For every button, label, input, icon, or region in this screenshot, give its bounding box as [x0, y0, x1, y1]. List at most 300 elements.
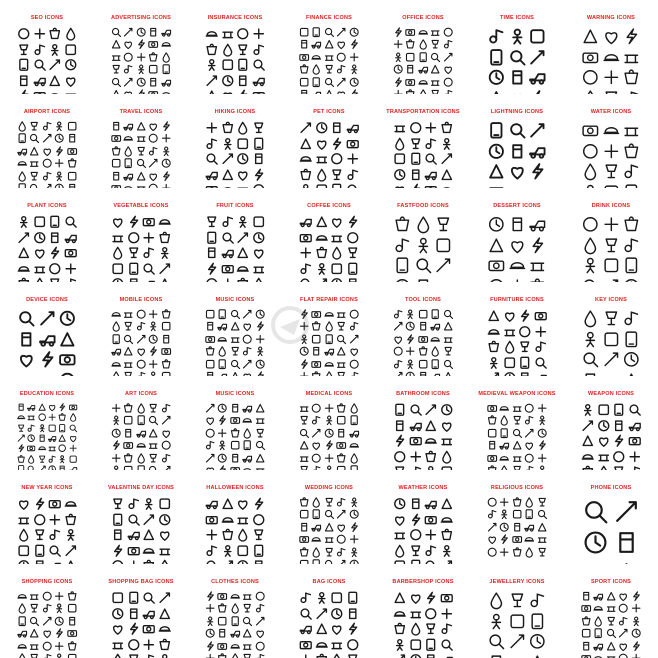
music-note-icon	[229, 333, 241, 345]
device-icon	[37, 329, 58, 350]
ball-icon	[605, 602, 617, 614]
car-icon	[408, 167, 424, 183]
guitar-icon	[241, 452, 253, 464]
airport-icon	[16, 120, 28, 132]
furniture-icon	[517, 308, 533, 324]
icon-grid	[486, 120, 548, 178]
pet-icon	[298, 120, 314, 136]
icon-grid	[392, 402, 454, 460]
medical-icon	[335, 414, 347, 426]
new-year-icon	[16, 496, 32, 512]
wedding-ring-icon	[323, 533, 335, 545]
clothes-icon	[254, 640, 266, 652]
clothes-icon	[241, 652, 253, 658]
icon-grid	[298, 590, 360, 648]
fruit-icon	[220, 230, 236, 246]
clothes-icon	[204, 590, 216, 602]
pumpkin-icon	[235, 543, 251, 559]
clock-icon	[527, 67, 548, 88]
shopping-cart-icon	[28, 640, 40, 652]
dessert-icon	[527, 235, 548, 256]
ball-icon	[592, 627, 604, 639]
sword-icon	[511, 402, 523, 414]
medical-icon	[335, 452, 347, 464]
shopping-cart-icon	[16, 590, 28, 602]
clothes-icon	[229, 615, 241, 627]
office-icon	[417, 76, 429, 88]
religious-icon	[523, 496, 535, 508]
pumpkin-icon	[220, 496, 236, 512]
guitar-icon	[229, 402, 241, 414]
new-year-icon	[16, 543, 32, 559]
clothes-icon	[229, 602, 241, 614]
bathroom-icon	[408, 402, 424, 418]
repair-icon	[348, 358, 360, 370]
icon-panel	[376, 470, 470, 564]
music-note-icon	[204, 358, 216, 370]
airport-icon	[28, 120, 40, 132]
religious-icon	[523, 521, 535, 533]
scissors-icon	[408, 637, 424, 653]
airport-icon	[16, 170, 28, 182]
religious-icon	[523, 521, 535, 533]
scissors-icon	[408, 652, 424, 658]
medical-icon	[298, 439, 310, 451]
art-brush-icon	[110, 414, 122, 426]
tool-icon	[442, 345, 454, 357]
icon-panel	[188, 94, 282, 188]
icon-grid	[204, 26, 266, 84]
diamond-icon	[527, 611, 548, 632]
car-icon	[439, 120, 455, 136]
airport-icon	[41, 170, 53, 182]
guitar-icon	[216, 439, 228, 451]
travel-icon	[122, 132, 134, 144]
ball-icon	[617, 627, 629, 639]
insurance-icon	[235, 42, 251, 58]
car-icon	[423, 167, 439, 183]
furniture-icon	[486, 324, 502, 340]
fruit-icon	[251, 214, 267, 230]
icon-panel	[470, 0, 564, 94]
clothes-icon	[216, 627, 228, 639]
advertising-icon	[147, 63, 159, 75]
office-icon	[392, 63, 404, 75]
furniture-icon	[486, 355, 502, 371]
vegetable-icon	[141, 245, 157, 261]
education-icon	[26, 412, 36, 422]
art-brush-icon	[122, 439, 134, 451]
travel-icon	[122, 145, 134, 157]
plant-icon	[32, 230, 48, 246]
icon-grid	[298, 402, 360, 460]
icon-grid	[486, 26, 548, 84]
shopping-bag-icon	[157, 606, 173, 622]
medical-icon	[335, 402, 347, 414]
fastfood-icon	[433, 235, 454, 256]
mobile-icon	[160, 345, 172, 357]
car-icon	[392, 120, 408, 136]
education-icon	[37, 412, 47, 422]
panel-title: FASTFOOD ICONS	[397, 203, 449, 209]
travel-icon	[135, 145, 147, 157]
bathroom-icon	[439, 449, 455, 465]
sword-icon	[498, 427, 510, 439]
heart-icon	[110, 512, 126, 528]
warning-icon	[601, 47, 622, 68]
bathroom-icon	[423, 449, 439, 465]
icon-panel	[282, 376, 376, 470]
bag-icon	[314, 637, 330, 653]
education-icon	[37, 433, 47, 443]
travel-icon	[110, 132, 122, 144]
pumpkin-icon	[235, 543, 251, 559]
coffee-cup-icon	[345, 261, 361, 277]
education-icon	[16, 402, 26, 412]
shopping-cart-icon	[53, 627, 65, 639]
sword-icon	[511, 427, 523, 439]
office-icon	[392, 76, 404, 88]
ball-icon	[580, 652, 592, 658]
airport-icon	[28, 170, 40, 182]
fruit-icon	[204, 230, 220, 246]
mobile-icon	[160, 358, 172, 370]
repair-icon	[348, 320, 360, 332]
office-icon	[392, 26, 404, 38]
warning-icon	[601, 26, 622, 47]
finance-icon	[323, 63, 335, 75]
weather-icon	[408, 496, 424, 512]
fruit-icon	[204, 230, 220, 246]
mobile-icon	[110, 333, 122, 345]
education-icon	[26, 402, 36, 412]
pumpkin-icon	[220, 496, 236, 512]
device-icon	[57, 329, 78, 350]
plant-icon	[32, 245, 48, 261]
coffee-cup-icon	[345, 230, 361, 246]
travel-icon	[160, 145, 172, 157]
furniture-icon	[533, 308, 549, 324]
key-icon	[601, 308, 622, 329]
tool-icon	[404, 320, 416, 332]
guitar-icon	[216, 427, 228, 439]
sword-icon	[498, 427, 510, 439]
coffee-cup-icon	[298, 214, 314, 230]
heart-icon	[157, 512, 173, 528]
bag-icon	[314, 652, 330, 658]
phone-icon	[580, 496, 611, 527]
tool-icon	[442, 345, 454, 357]
advertising-icon	[147, 76, 159, 88]
bathroom-icon	[408, 449, 424, 465]
medical-icon	[348, 452, 360, 464]
airport-icon	[28, 170, 40, 182]
travel-icon	[147, 145, 159, 157]
finance-icon	[298, 76, 310, 88]
music-note-icon	[204, 308, 216, 320]
pumpkin-icon	[251, 512, 267, 528]
bag-icon	[298, 590, 314, 606]
bag-icon	[345, 606, 361, 622]
coffee-cup-icon	[329, 214, 345, 230]
plant-icon	[47, 230, 63, 246]
finance-icon	[335, 76, 347, 88]
insurance-icon	[220, 42, 236, 58]
pumpkin-icon	[220, 543, 236, 559]
icon-panel	[564, 0, 658, 94]
music-note-icon	[241, 358, 253, 370]
warning-icon	[580, 26, 601, 47]
hiking-icon	[220, 151, 236, 167]
panel-title: MUSIC ICONS	[215, 391, 255, 397]
religious-icon	[511, 496, 523, 508]
medical-icon	[335, 414, 347, 426]
finance-icon	[323, 63, 335, 75]
music-note-icon	[216, 333, 228, 345]
ball-icon	[630, 640, 642, 652]
pumpkin-icon	[220, 512, 236, 528]
airport-icon	[66, 120, 78, 132]
sword-icon	[523, 414, 535, 426]
bathroom-icon	[423, 433, 439, 449]
panel-title: SPORT ICONS	[590, 579, 632, 585]
panel-title: CLOTHES ICONS	[211, 579, 259, 585]
education-icon	[57, 412, 67, 422]
drink-icon	[621, 214, 642, 235]
shopping-bag-icon	[141, 606, 157, 622]
furniture-icon	[517, 324, 533, 340]
travel-icon	[122, 120, 134, 132]
dessert-icon	[507, 235, 528, 256]
religious-icon	[486, 533, 498, 545]
weather-icon	[439, 512, 455, 528]
icon-grid	[392, 26, 454, 84]
medical-icon	[310, 452, 322, 464]
clothes-icon	[216, 615, 228, 627]
finance-icon	[323, 26, 335, 38]
hiking-icon	[204, 120, 220, 136]
travel-icon	[135, 132, 147, 144]
wedding-ring-icon	[335, 496, 347, 508]
seo-icon	[32, 26, 48, 42]
shopping-bag-icon	[141, 621, 157, 637]
new-year-icon	[47, 543, 63, 559]
shopping-cart-icon	[28, 602, 40, 614]
advertising-icon	[147, 38, 159, 50]
airport-icon	[28, 157, 40, 169]
key-icon	[601, 349, 622, 370]
insurance-icon	[235, 57, 251, 73]
insurance-icon	[235, 26, 251, 42]
education-icon	[37, 454, 47, 464]
bag-icon	[298, 621, 314, 637]
office-icon	[442, 26, 454, 38]
office-icon	[404, 76, 416, 88]
guitar-icon	[204, 452, 216, 464]
scissors-icon	[392, 606, 408, 622]
insurance-icon	[204, 26, 220, 42]
dessert-icon	[507, 214, 528, 235]
advertising-icon	[110, 26, 122, 38]
icon-grid	[16, 590, 78, 648]
wedding-ring-icon	[335, 546, 347, 558]
clock-icon	[527, 26, 548, 47]
scissors-icon	[392, 652, 408, 658]
phone-icon	[611, 527, 642, 558]
medical-icon	[310, 439, 322, 451]
art-brush-icon	[160, 427, 172, 439]
art-brush-icon	[122, 439, 134, 451]
sword-icon	[523, 427, 535, 439]
shopping-bag-icon	[126, 590, 142, 606]
mobile-icon	[122, 333, 134, 345]
religious-icon	[511, 533, 523, 545]
heart-icon	[126, 512, 142, 528]
insurance-icon	[220, 42, 236, 58]
ball-icon	[605, 640, 617, 652]
panel-title: MUSIC ICONS	[215, 297, 255, 303]
phone-icon	[611, 496, 642, 527]
water-drop-icon	[580, 161, 601, 182]
panel-title: MEDIEVAL WEAPON ICONS	[478, 391, 556, 397]
fruit-icon	[251, 230, 267, 246]
clock-icon	[527, 26, 548, 47]
travel-icon	[110, 132, 122, 144]
repair-icon	[298, 358, 310, 370]
shopping-cart-icon	[53, 652, 65, 658]
pet-icon	[314, 167, 330, 183]
lightning-icon	[527, 120, 548, 141]
new-year-icon	[63, 496, 79, 512]
mobile-icon	[135, 333, 147, 345]
weather-icon	[439, 496, 455, 512]
panel-title: JEWELLERY ICONS	[489, 579, 545, 585]
insurance-icon	[220, 26, 236, 42]
vegetable-icon	[141, 261, 157, 277]
guitar-icon	[254, 402, 266, 414]
wedding-ring-icon	[348, 496, 360, 508]
shopping-cart-icon	[28, 615, 40, 627]
new-year-icon	[16, 543, 32, 559]
weather-icon	[439, 527, 455, 543]
plant-icon	[47, 261, 63, 277]
drink-icon	[580, 214, 601, 235]
shopping-bag-icon	[126, 621, 142, 637]
weather-icon	[439, 543, 455, 559]
seo-icon	[16, 42, 32, 58]
pet-icon	[298, 120, 314, 136]
key-icon	[601, 349, 622, 370]
clothes-icon	[241, 615, 253, 627]
art-brush-icon	[122, 427, 134, 439]
medical-icon	[310, 414, 322, 426]
mobile-icon	[135, 308, 147, 320]
medical-icon	[298, 452, 310, 464]
mobile-icon	[135, 333, 147, 345]
sword-icon	[536, 439, 548, 451]
tool-icon	[442, 358, 454, 370]
key-icon	[580, 349, 601, 370]
advertising-icon	[122, 76, 134, 88]
medical-icon	[348, 427, 360, 439]
medical-icon	[298, 402, 310, 414]
education-icon	[26, 433, 36, 443]
drink-icon	[601, 214, 622, 235]
heart-icon	[110, 512, 126, 528]
diamond-icon	[527, 631, 548, 652]
shopping-cart-icon	[66, 615, 78, 627]
hiking-icon	[235, 136, 251, 152]
shopping-cart-icon	[53, 640, 65, 652]
hiking-icon	[251, 151, 267, 167]
tool-icon	[392, 308, 404, 320]
airport-icon	[66, 157, 78, 169]
tool-icon	[392, 308, 404, 320]
advertising-icon	[160, 51, 172, 63]
fruit-icon	[204, 245, 220, 261]
lightning-icon	[486, 161, 507, 182]
travel-icon	[147, 157, 159, 169]
car-icon	[408, 167, 424, 183]
finance-icon	[323, 76, 335, 88]
sword-icon	[486, 452, 498, 464]
mobile-icon	[122, 320, 134, 332]
gun-icon	[611, 418, 627, 434]
gun-icon	[580, 418, 596, 434]
warning-icon	[580, 47, 601, 68]
clock-icon	[507, 47, 528, 68]
art-brush-icon	[110, 402, 122, 414]
pet-icon	[298, 136, 314, 152]
pet-icon	[329, 136, 345, 152]
pumpkin-icon	[220, 543, 236, 559]
scissors-icon	[423, 590, 439, 606]
office-icon	[404, 38, 416, 50]
diamond-icon	[507, 590, 528, 611]
hiking-icon	[251, 151, 267, 167]
education-icon	[68, 412, 78, 422]
icon-panel	[564, 376, 658, 470]
airport-icon	[41, 157, 53, 169]
bathroom-icon	[392, 418, 408, 434]
scissors-icon	[408, 621, 424, 637]
gun-icon	[596, 449, 612, 465]
finance-icon	[310, 63, 322, 75]
coffee-cup-icon	[329, 230, 345, 246]
airport-icon	[66, 157, 78, 169]
diamond-icon	[527, 652, 548, 658]
advertising-icon	[135, 38, 147, 50]
heart-icon	[126, 543, 142, 559]
religious-icon	[511, 546, 523, 558]
bathroom-icon	[439, 402, 455, 418]
ball-icon	[592, 590, 604, 602]
advertising-icon	[135, 26, 147, 38]
office-icon	[442, 76, 454, 88]
coffee-cup-icon	[298, 230, 314, 246]
bathroom-icon	[439, 418, 455, 434]
seo-icon	[16, 73, 32, 89]
panel-title: WEAPON ICONS	[587, 391, 635, 397]
warning-icon	[580, 67, 601, 88]
bag-icon	[314, 590, 330, 606]
shopping-cart-icon	[16, 615, 28, 627]
drink-icon	[621, 235, 642, 256]
bag-icon	[298, 652, 314, 658]
education-icon	[37, 443, 47, 453]
pumpkin-icon	[251, 512, 267, 528]
advertising-icon	[110, 63, 122, 75]
